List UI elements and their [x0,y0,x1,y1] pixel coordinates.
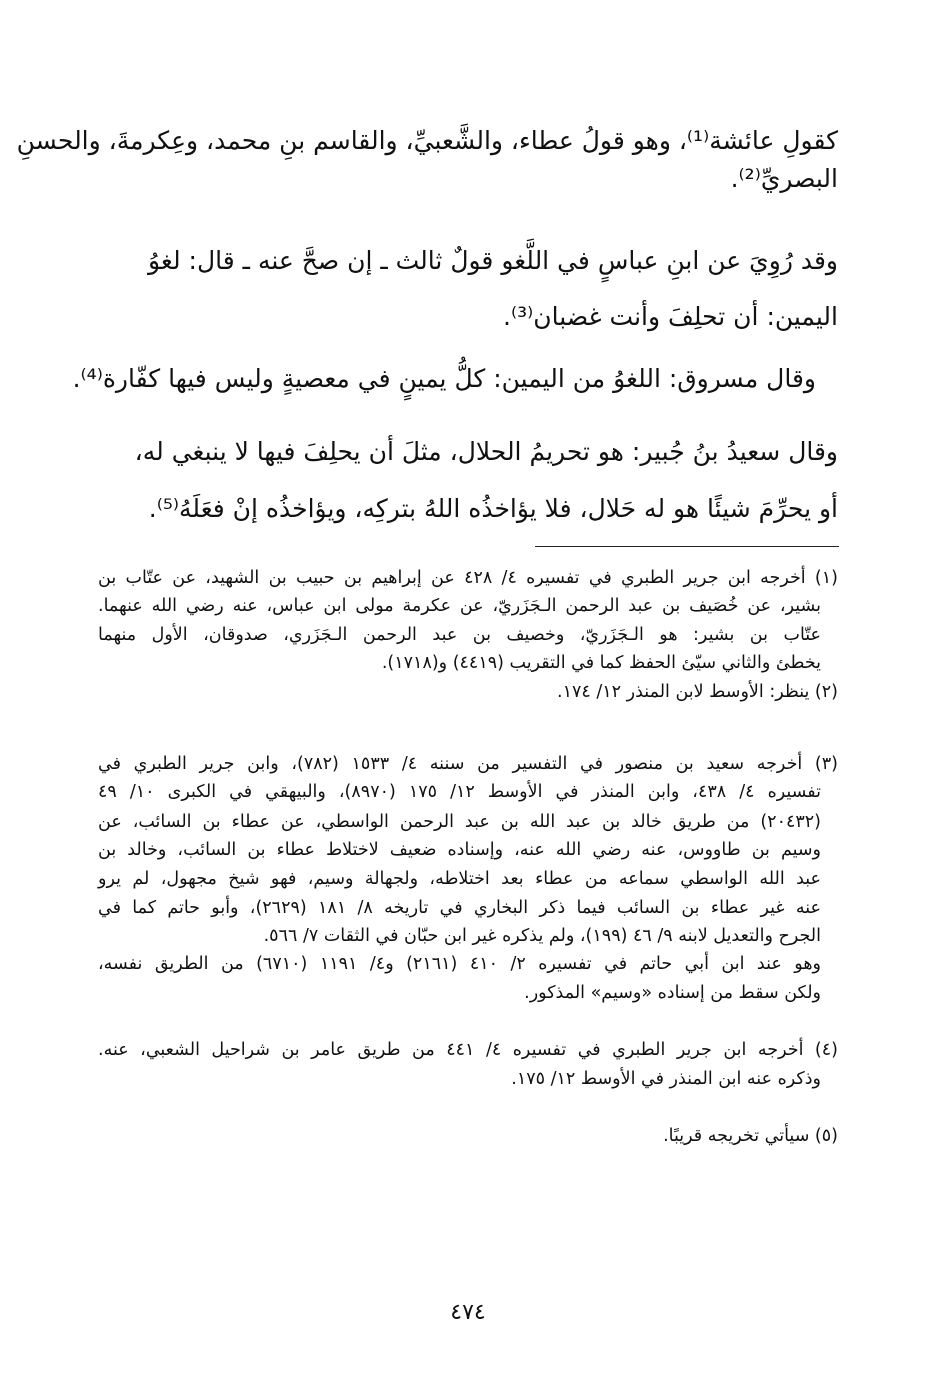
footnote-line: (٢) ينظر: الأوسط لابن المنذر ١٢/ ١٧٤. [557,682,838,702]
main-text-line: اليمين: أن تحلِفَ وأنت غضبان⁽³⁾. [503,302,838,331]
footnote-line: يخطئ والثاني سيّئ الحفظ كما في التقريب (٤٤١٩) و(١٧١٨). [381,653,821,673]
footnote-line: (٥) سيأتي تخريجه قريبًا. [663,1126,838,1146]
main-text-line: البصريِّ⁽²⁾. [730,164,838,193]
main-text-line: وقال سعيدُ بنُ جُبير: هو تحريمُ الحلال، مثلَ أن يحلِفَ فيها لا ينبغي له، [134,437,838,466]
footnote-line: (٤) أخرجه ابن جرير الطبري في تفسيره ٤/ ٤٤١ من طريق عامر بن شراحيل الشعبي، عنه. [98,1040,838,1060]
footnote-separator [535,546,839,547]
footnote-line: بشير، عن خُصَيف بن عبد الرحمن الـجَزَريّ، عن عكرمة مولى ابن عباس، عنه رضي الله عنهما. [98,596,821,616]
main-text-line: وقد رُوِيَ عن ابنِ عباسٍ في اللَّغو قولٌ ثالث ـ إن صحَّ عنه ـ قال: لغوُ [148,246,838,275]
footnote-line: ولكن سقط من إسناده «وسيم» المذكور. [524,983,821,1003]
main-text-line: وقال مسروق: اللغوُ من اليمين: كلُّ يمينٍ في معصيةٍ وليس فيها كفّارة⁽⁴⁾. [72,364,816,393]
footnote-line: (١) أخرجه ابن جرير الطبري في تفسيره ٤/ ٤٢٨ عن إبراهيم بن حبيب بن الشهيد، عن عتّاب بن [98,568,838,588]
footnote-line: وسيم بن طاووس، عنه رضي الله عنه، وإسناده ضعيف لاختلاط عطاء بن السائب، وخالد بن [98,840,821,860]
page-number: ٤٧٤ [450,1300,486,1325]
footnote-line: عتّاب بن بشير: هو الـجَزَريّ، وخصيف بن عبد الرحمن الـجَزَري، صدوقان، الأول منهما [98,625,821,645]
footnote-line: تفسيره ٤/ ٤٣٨، وابن المنذر في الأوسط ١٢/ ١٧٥ (٨٩٧٠)، والبيهقي في الكبرى ١٠/ ٤٩ [98,782,822,802]
footnote-line: عنه غير عطاء بن السائب فيما ذكر البخاري في تاريخه ٨/ ١٨١ (٢٦٢٩)، وأبو حاتم كما في [98,898,821,918]
main-text-line: أو يحرِّمَ شيئًا هو له حَلال، فلا يؤاخذُه اللهُ بتركِه، ويؤاخذُه إنْ فعَلَهُ⁽⁵⁾. [148,494,838,523]
footnote-line: وذكره عنه ابن المنذر في الأوسط ١٢/ ١٧٥. [511,1069,821,1089]
footnote-line: عبد الله الواسطي سماعه من عطاء بعد اختلاطه، ولجهالة وسيم، فهو شيخ مجهول، لم يرو [98,869,821,889]
main-text-line: كقولِ عائشة⁽¹⁾، وهو قولُ عطاء، والشَّعبيِّ، والقاسم بنِ محمد، وعِكرمةَ، والحسنِ [16,126,838,155]
footnote-line: (٣) أخرجه سعيد بن منصور في التفسير من سننه ٤/ ١٥٣٣ (٧٨٢)، وابن جرير الطبري في [98,754,838,774]
footnote-line: (٢٠٤٣٢) من طريق خالد بن عبد الله بن عبد الرحمن الواسطي، عن عطاء بن السائب، عن [98,812,821,832]
footnote-line: وهو عند ابن أبي حاتم في تفسيره ٢/ ٤١٠ (٢١٦١) و٤/ ١١٩١ (٦٧١٠) من الطريق نفسه، [98,954,822,974]
footnote-line: الجرح والتعديل لابنه ٩/ ٤٦ (١٩٩)، ولم يذكره غير ابن حبّان في الثقات ٧/ ٥٦٦. [263,926,821,946]
